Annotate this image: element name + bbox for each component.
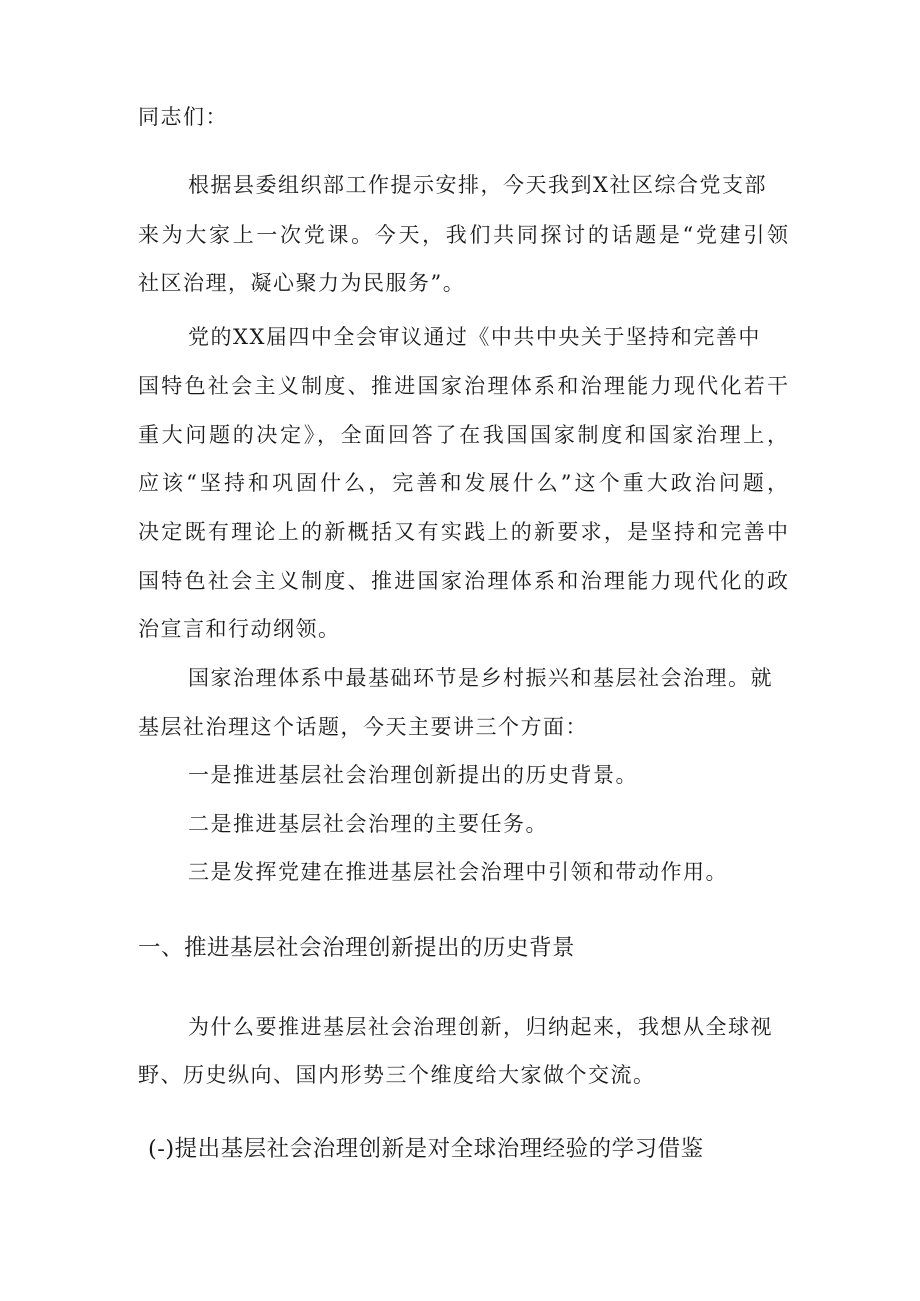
paragraph-line: 基层社治理这个话题，今天主要讲三个方面： — [138, 715, 588, 739]
paragraph-line: 治宣言和行动纲领。 — [138, 617, 341, 641]
salutation: 同志们： — [138, 105, 228, 129]
paragraph-line: 应该“坚持和巩固什么，完善和发展什么”这个重大政治问题， — [138, 471, 788, 495]
paragraph-line: 野、历史纵向、国内形势三个维度给大家做个交流。 — [138, 1063, 656, 1087]
list-item: 一是推进基层社会治理创新提出的历史背景。 — [188, 763, 638, 787]
paragraph-line: 重大问题的决定》，全面回答了在我国国家制度和国家治理上， — [138, 423, 788, 447]
paragraph-line: 根据县委组织部工作提示安排，今天我到X社区综合党支部 — [188, 173, 767, 197]
paragraph-line: 决定既有理论上的新概括又有实践上的新要求，是坚持和完善中 — [138, 520, 788, 544]
list-item: 三是发挥党建在推进基层社会治理中引领和带动作用。 — [188, 860, 728, 884]
paragraph-line: 为什么要推进基层社会治理创新，归纳起来，我想从全球视 — [188, 1015, 773, 1039]
paragraph-line: 社区治理，凝心聚力为民服务”。 — [138, 271, 466, 295]
paragraph-line: 国特色社会主义制度、推进国家治理体系和治理能力现代化的政 — [138, 569, 788, 593]
section-heading: 一、推进基层社会治理创新提出的历史背景 — [138, 935, 576, 961]
paragraph-line: 党的XX届四中全会审议通过《中共中央关于坚持和完善中 — [188, 325, 761, 349]
subsection-heading: (-)提出基层社会治理创新是对全球治理经验的学习借鉴 — [148, 1136, 704, 1162]
paragraph-line: 国家治理体系中最基础环节是乡村振兴和基层社会治理。就 — [188, 666, 773, 690]
paragraph-line: 来为大家上一次党课。今天，我们共同探讨的话题是“党建引领 — [138, 223, 788, 247]
paragraph-line: 国特色社会主义制度、推进国家治理体系和治理能力现代化若干 — [138, 374, 788, 398]
list-item: 二是推进基层社会治理的主要任务。 — [188, 812, 548, 836]
